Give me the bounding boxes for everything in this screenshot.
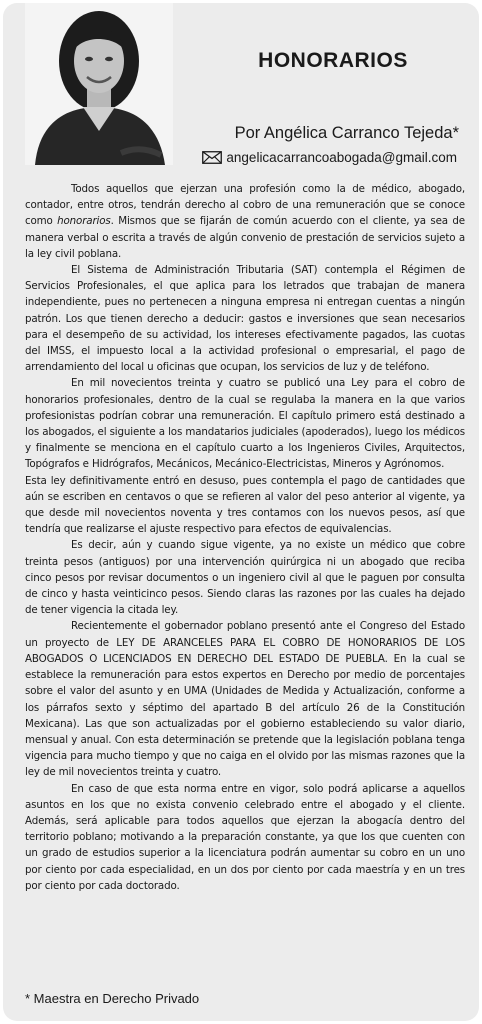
- article-body: [25, 181, 465, 894]
- paragraph-2: El Sistema de Administración Tributaria (SAT) contempla el Régimen de Servicios Profesionales, el que aplica para los letrados que trabajan de manera independiente, pues no pertenecen a ninguna empresa ni entregan cuentas a ningún patrón. Los que tienen derecho a deducir: gastos e inversiones que sean necesarios para el desempeño de su actividad, los intereses efectivamente pagados, las cuotas del IMSS, el impuesto local a la actividad profesional o empresarial, el pago de arrendamiento del local u oficinas que ocupan, los servicios de luz y de teléfono.: [25, 264, 465, 374]
- paragraph-5: Es decir, aún y cuando sigue vigente, ya no existe un médico que cobre treinta pesos (antiguos) por una intervención quirúrgica ni un abogado que reciba cinco pesos por revisar documentos o un ingeniero civil al que le paguen por consulta de cinco y hasta veinticinco pesos. Siendo claras las razones por las cuales ha dejado de tener vigencia la citada ley.: [25, 539, 465, 617]
- paragraph-1-emphasis: honorarios: [57, 215, 111, 228]
- author-byline: Por Angélica Carranco Tejeda*: [234, 124, 459, 142]
- paragraph-7: En caso de que esta norma entre en vigor, solo podrá aplicarse a aquellos asuntos en los que no exista convenio celebrado entre el abogado y el cliente. Además, será aplicable para todos aquellos que ejerzan la abogacía dentro del territorio poblano; motivando a la preparación constante, ya que los que cuenten con un grado de estudios superior a la licenciatura podrán aumentar su cobro en un uno por ciento por cada especialidad, en un dos por ciento por cada maestría y en un tres por ciento por cada doctorado.: [25, 782, 465, 892]
- author-footnote: * Maestra en Derecho Privado: [25, 991, 200, 1006]
- author-email[interactable]: [202, 150, 457, 165]
- envelope-icon: [202, 151, 222, 164]
- email-text[interactable]: angelicacarrancoabogada@gmail.com: [226, 150, 457, 165]
- paragraph-1-text-a: Todos aquellos que ejerzan una profesión como la de médico, abogado, contador, entre otros, tendrán derecho al cobro de una remuneración que se conoce como: [25, 183, 465, 228]
- article-panel: [3, 3, 479, 1021]
- paragraph-1-text-c: . Mismos que se fijarán de común acuerdo con el cliente, ya sea de manera verbal o escrita a través de algún convenio de prestación de servicios sujeto a la ley civil poblana.: [25, 215, 465, 260]
- author-portrait-graphic: [25, 3, 173, 165]
- paragraph-4: Esta ley definitivamente entró en desuso, pues contempla el pago de cantidades que aún se escriben en centavos o que se refieren al valor del peso anterior al vigente, ya que desde mil novecientos noventa y tres contamos con los nuevos pesos, así que tendría que realizarse el ajuste respectivo para efectos de equivalencias.: [25, 474, 465, 536]
- paragraph-1: [25, 181, 465, 262]
- article-title: HONORARIOS: [258, 49, 408, 72]
- paragraph-6: Recientemente el gobernador poblano presentó ante el Congreso del Estado un proyecto de LEY DE ARANCELES PARA EL COBRO DE HONORARIOS DE LOS ABOGADOS O LICENCIADOS EN DERECHO DEL ESTADO DE PUEBLA. En la cual se establece la remuneración para estos expertos en Derecho por medio de porcentajes sobre el valor del asunto y en UMA (Unidades de Medida y Actualización, conforme a los párrafos sexto y séptimo del apartado B del artículo 26 de la Constitución Mexicana). Las que son actualizadas por el gobierno estableciendo su valor diario, mensual y anual. Con esta determinación se pretende que la legislación poblana tenga vigencia para mucho tiempo y que no caiga en el olvido por las mismas razones que la ley de mil novecientos treinta y cuatro.: [25, 620, 465, 779]
- author-portrait: [25, 3, 173, 165]
- paragraph-3: En mil novecientos treinta y cuatro se publicó una Ley para el cobro de honorarios profesionales, dentro de la cual se regulaba la manera en la que varios profesionistas podrían cobrar una remuneración. El capítulo primero está destinado a los abogados, el siguiente a los mandatarios judiciales (apoderados), luego los médicos y finalmente se menciona en el capítulo cuarto a los Ingenieros Civiles, Arquitectos, Topógrafos e Hidrógrafos, Mecánicos, Mecánico-Electricistas, Mineros y Agrónomos.: [25, 377, 465, 471]
